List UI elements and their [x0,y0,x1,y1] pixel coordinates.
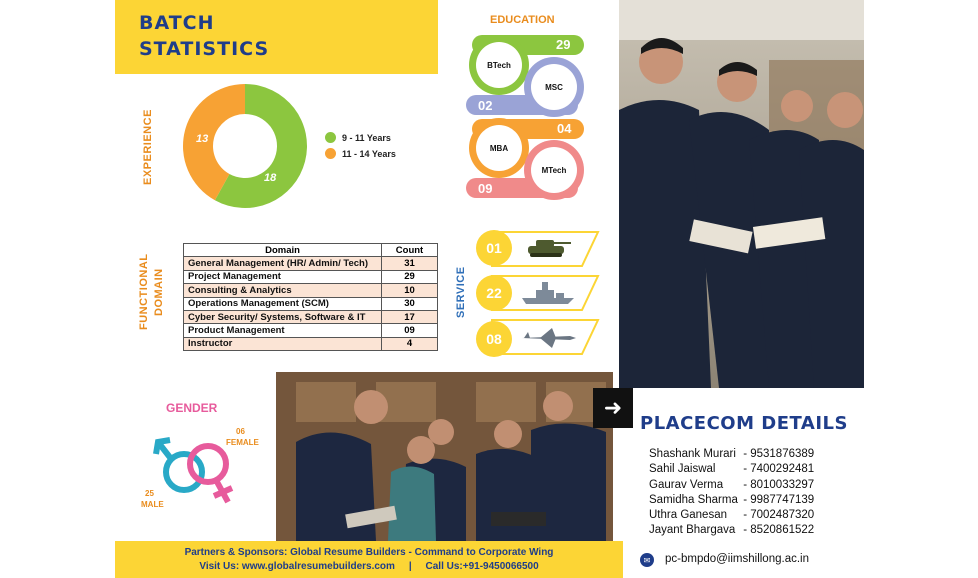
education-count-msc: 02 [478,98,493,113]
experience-donut [181,82,309,210]
contact-name: Samidha Sharma [649,494,738,506]
table-cell-domain: Project Management [184,270,382,283]
table-row [184,297,438,310]
table-cell-count: 29 [382,270,438,283]
contact-name: Sahil Jaiswal [649,463,716,475]
experience-value-orange: 13 [196,133,209,145]
table-cell-domain: Product Management [184,324,382,337]
service-count-1: 01 [476,230,512,266]
next-arrow-button[interactable] [593,388,633,428]
domain-table [183,243,438,351]
contact-row [649,479,814,491]
table-row [184,257,438,270]
placecom-title: PLACECOM DETAILS [640,413,848,434]
education-count-mtech: 09 [478,181,493,196]
legend-label: 9 - 11 Years [342,132,391,143]
service-label: SERVICE [455,266,467,318]
footer-line2: Visit Us: www.globalresumebuilders.com | Call Us:+91-9450066500 [199,561,539,572]
education-mba: MBA [476,125,522,171]
table-cell-count: 09 [382,324,438,337]
table-cell-count: 30 [382,297,438,310]
female-label: FEMALE [226,438,259,447]
table-row [184,324,438,337]
service-count-3: 08 [476,321,512,357]
contact-row [649,494,814,506]
tank-icon [528,240,571,257]
legend-dot-green [325,132,336,143]
education-count-btech: 29 [556,37,571,52]
table-cell-count: 10 [382,284,438,297]
table-row [184,337,438,350]
gender-label: GENDER [166,401,218,415]
students-photo-top [619,0,864,388]
contact-phone[interactable]: - 8520861522 [743,524,815,536]
warship-icon [522,282,574,304]
table-cell-domain: General Management (HR/ Admin/ Tech) [184,257,382,270]
table-row [184,284,438,297]
table-header-count: Count [382,244,438,257]
legend-label: 11 - 14 Years [342,148,396,159]
table-row [184,270,438,283]
students-photo-bottom-illustration [276,372,613,541]
education-count-mba: 04 [557,121,572,136]
legend-dot-orange [325,148,336,159]
table-cell-count: 31 [382,257,438,270]
table-header-domain: Domain [184,244,382,257]
contact-phone[interactable]: - 9987747139 [743,494,815,506]
education-mtech: MTech [531,147,577,193]
contact-phone[interactable]: - 8010033297 [743,479,815,491]
education-btech: BTech [476,42,522,88]
functional-label-line2: DOMAIN [153,268,165,316]
students-photo-bottom [276,372,613,541]
female-symbol-icon [190,446,232,502]
table-cell-domain: Consulting & Analytics [184,284,382,297]
table-cell-count: 4 [382,337,438,350]
contact-row [649,509,814,521]
female-count: 06 [236,427,245,436]
contact-phone[interactable]: - 7002487320 [743,509,815,521]
contact-name: Shashank Murari [649,448,736,460]
footer-band [115,541,623,578]
arrow-right-icon: ➜ [603,395,623,420]
contact-row [649,463,814,475]
email-icon: ✉ [640,553,654,567]
email-link[interactable]: pc-bmpdo@iimshillong.ac.in [665,553,809,565]
contact-row [649,448,814,460]
education-msc: MSC [531,64,577,110]
functional-label-line1: FUNCTIONAL [138,253,150,330]
title-line1: BATCH [139,12,215,34]
fighter-jet-icon [522,328,576,348]
title-block [115,0,438,74]
table-cell-domain: Operations Management (SCM) [184,297,382,310]
table-row [184,310,438,323]
footer-line1: Partners & Sponsors: Global Resume Builders - Command to Corporate Wing [184,547,554,558]
contact-phone[interactable]: - 7400292481 [743,463,815,475]
service-count-2: 22 [476,275,512,311]
contact-name: Uthra Ganesan [649,509,727,521]
title-line2: STATISTICS [139,38,270,60]
contact-row [649,524,814,536]
table-cell-domain: Cyber Security/ Systems, Software & IT [184,310,382,323]
legend-item-9-11 [325,132,391,143]
students-photo-top-illustration [619,0,864,388]
education-label: EDUCATION [490,14,555,26]
legend-item-11-14 [325,148,396,159]
contact-name: Jayant Bhargava [649,524,736,536]
table-cell-domain: Instructor [184,337,382,350]
contact-name: Gaurav Verma [649,479,724,491]
contact-phone[interactable]: - 9531876389 [743,448,815,460]
male-count: 25 [145,489,154,498]
table-cell-count: 17 [382,310,438,323]
male-label: MALE [141,500,164,509]
experience-value-green: 18 [264,172,277,184]
table-header-row [184,244,438,257]
experience-label: EXPERIENCE [142,109,154,185]
